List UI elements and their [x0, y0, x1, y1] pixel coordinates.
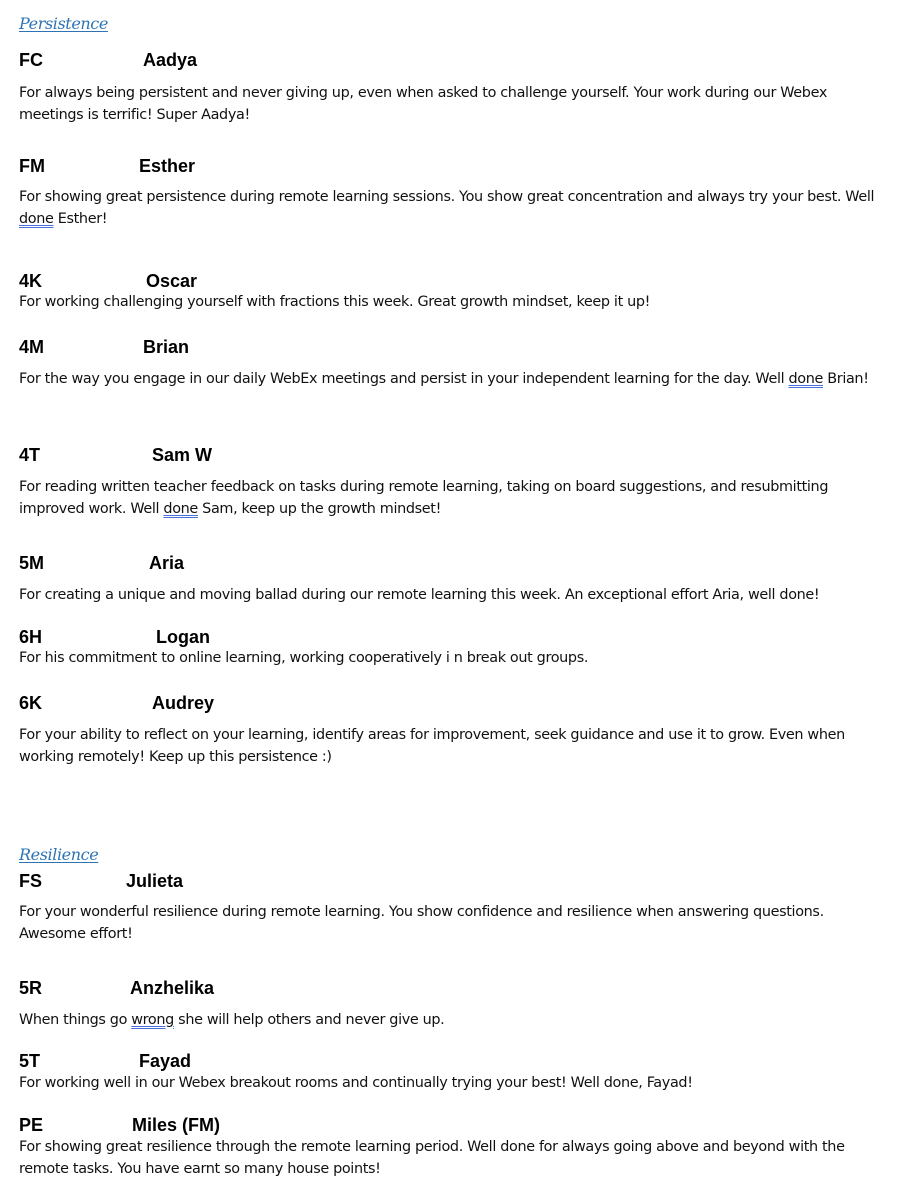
award-name: Esther — [139, 156, 196, 176]
description-text: For working well in our Webex breakout rooms and continually trying your best! Well done, Fayad! — [19, 1075, 693, 1091]
award-class: 5M — [19, 553, 45, 573]
award-name: Oscar — [146, 271, 198, 291]
award-name: Miles (FM) — [132, 1115, 220, 1135]
flagged-word: wrong — [131, 1012, 174, 1028]
award-class: PE — [19, 1115, 44, 1135]
description-text: For his commitment to online learning, working cooperatively i n break out groups. — [19, 650, 589, 666]
award-name: Julieta — [126, 871, 184, 891]
award-class: 4K — [19, 271, 43, 291]
award-class: 4T — [19, 445, 41, 465]
award-description — [19, 1072, 889, 1094]
award-description — [19, 368, 889, 390]
award-description — [19, 1009, 889, 1031]
section-title-persistence: Persistence — [19, 14, 108, 33]
award-description — [19, 901, 889, 945]
award-description — [19, 1136, 889, 1180]
flagged-word: done — [19, 211, 54, 227]
award-class: FM — [19, 156, 45, 176]
flagged-word: done — [788, 371, 823, 387]
award-description — [19, 291, 889, 313]
award-class: 6H — [19, 627, 43, 647]
description-text: For reading written teacher feedback on tasks during remote learning, taking on board suggestions, and resubmitting improved work. Well — [19, 479, 833, 517]
description-text: For showing great persistence during remote learning sessions. You show great concentration and always try your best. Well — [19, 189, 879, 205]
description-text: For creating a unique and moving ballad during our remote learning this week. An exceptional effort Aria, well done! — [19, 587, 820, 603]
award-class: 6K — [19, 693, 43, 713]
award-description — [19, 724, 889, 768]
award-class: FC — [19, 50, 43, 70]
award-class: 4M — [19, 337, 45, 357]
award-name: Audrey — [152, 693, 215, 713]
award-description — [19, 82, 889, 126]
description-text: For your ability to reflect on your learning, identify areas for improvement, seek guidance and use it to grow. Even when working remotely! Keep up this persistence :) — [19, 727, 850, 765]
description-text: For always being persistent and never giving up, even when asked to challenge yourself. Your work during our Webex meetings is terrific! Super Aadya! — [19, 85, 832, 123]
description-text: For your wonderful resilience during remote learning. You show confidence and resilience when answering questions. Awesome effort! — [19, 904, 829, 942]
award-class: 5R — [19, 978, 43, 998]
description-text: Brian! — [823, 371, 869, 387]
award-description — [19, 476, 889, 520]
description-text: For the way you engage in our daily WebEx meetings and persist in your independent learning for the day. Well — [19, 371, 789, 387]
award-class: FS — [19, 871, 43, 891]
description-text: she will help others and never give up. — [173, 1012, 445, 1028]
award-name: Aria — [149, 553, 185, 573]
description-text: For working challenging yourself with fractions this week. Great growth mindset, keep it up! — [19, 294, 651, 310]
award-description — [19, 647, 889, 669]
flagged-word: done — [163, 501, 198, 517]
award-class: 5T — [19, 1051, 41, 1071]
description-text: When things go — [19, 1012, 132, 1028]
description-text: For showing great resilience through the remote learning period. Well done for always going above and beyond with the remote tasks. You have earnt so many house points! — [19, 1139, 849, 1177]
description-text: Esther! — [53, 211, 108, 227]
award-name: Anzhelika — [130, 978, 215, 998]
award-name: Brian — [143, 337, 190, 357]
award-name: Sam W — [152, 445, 213, 465]
award-name: Fayad — [139, 1051, 192, 1071]
award-description — [19, 186, 889, 230]
award-description — [19, 584, 889, 606]
award-name: Aadya — [143, 50, 198, 70]
award-name: Logan — [156, 627, 210, 647]
description-text: Sam, keep up the growth mindset! — [197, 501, 442, 517]
section-title-resilience: Resilience — [19, 845, 99, 864]
